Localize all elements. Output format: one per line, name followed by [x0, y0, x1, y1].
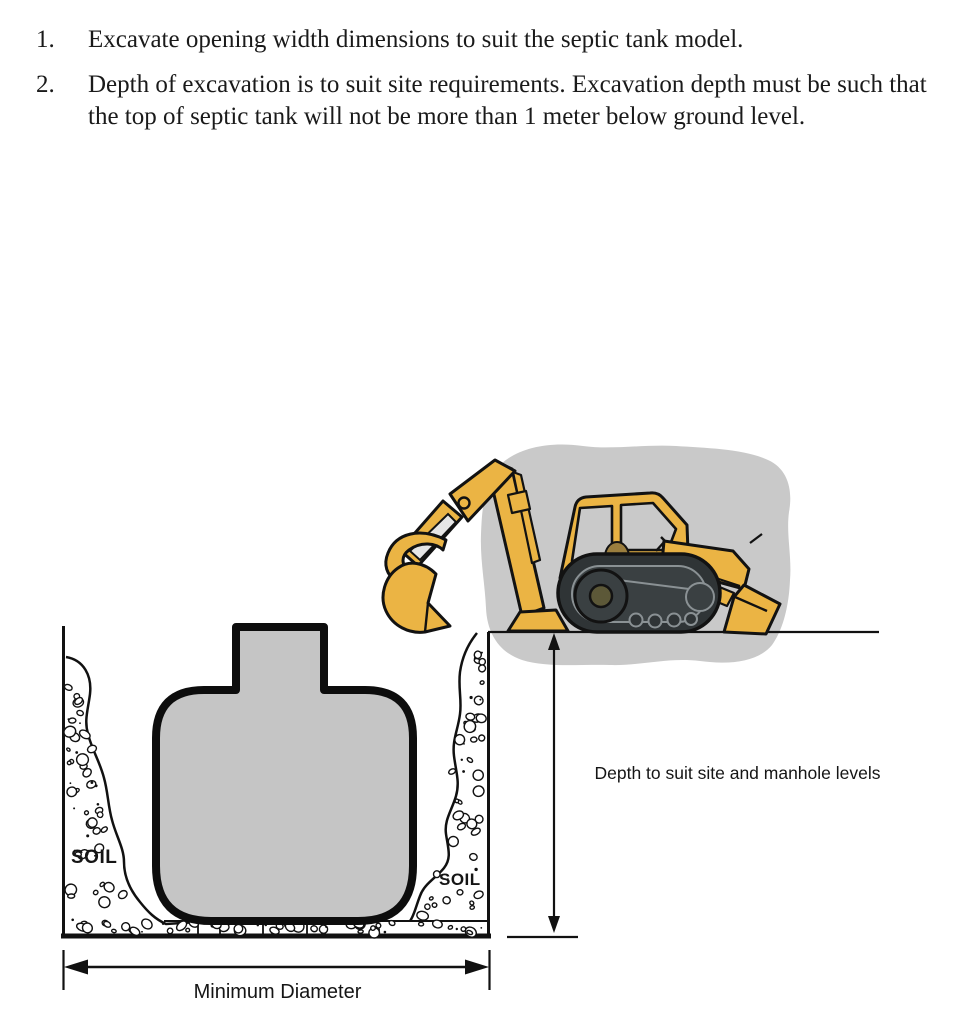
instruction-number: 2.	[36, 71, 55, 98]
track-idler-wheel	[686, 583, 714, 611]
depth-dimension-label: Depth to suit site and manhole levels	[594, 763, 881, 783]
instruction-text: Depth of excavation is to suit site requirements. Excavation depth must be such that the top of septic tank will not be more than 1 meter below ground level.	[88, 71, 927, 130]
soil-label-left: SOIL	[71, 847, 118, 868]
soil-label-right: SOIL	[439, 870, 481, 889]
instruction-number: 1.	[36, 26, 55, 53]
diameter-dimension-label: Minimum Diameter	[193, 981, 362, 1003]
excavator-tracks	[558, 554, 720, 632]
depth-dimension-arrow	[507, 633, 578, 937]
septic-tank-shape	[156, 627, 413, 921]
instruction-text: Excavate opening width dimensions to suit the septic tank model.	[88, 26, 744, 53]
backhoe-bucket	[383, 563, 450, 632]
